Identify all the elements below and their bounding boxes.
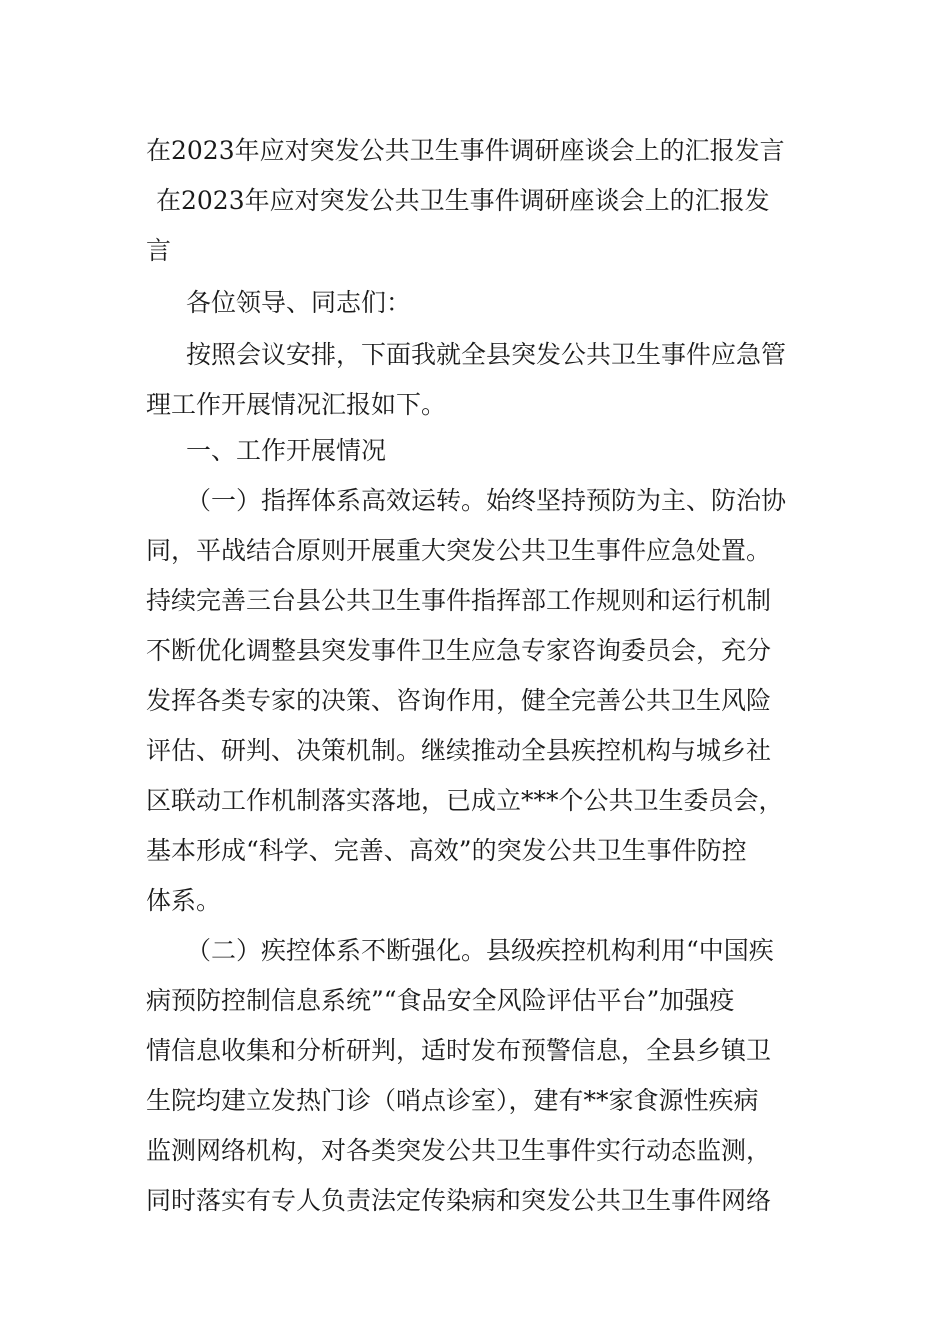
intro-line-1: 按照会议安排，下面我就全县突发公共卫生事件应急管 <box>186 340 787 369</box>
paragraph-2-line: 监测网络机构，对各类突发公共卫生事件实行动态监测， <box>146 1136 772 1165</box>
paragraph-2-line: 同时落实有专人负责法定传染病和突发公共卫生事件网络 <box>146 1186 772 1215</box>
document-title: 在2023年应对突发公共卫生事件调研座谈会上的汇报发言 <box>146 136 785 165</box>
paragraph-2-line: （二）疾控体系不断强化。县级疾控机构利用“中国疾 <box>186 936 774 965</box>
paragraph-1-line: 体系。 <box>146 886 222 915</box>
paragraph-1-line: 不断优化调整县突发事件卫生应急专家咨询委员会，充分 <box>146 636 772 665</box>
paragraph-1-line: 发挥各类专家的决策、咨询作用，健全完善公共卫生风险 <box>146 686 772 715</box>
greeting: 各位领导、同志们： <box>186 288 412 317</box>
paragraph-1-line: 评估、研判、决策机制。继续推动全县疾控机构与城乡社 <box>146 736 772 765</box>
document-subtitle-line-2: 言 <box>146 236 172 265</box>
paragraph-1-line: 同，平战结合原则开展重大突发公共卫生事件应急处置。 <box>146 536 772 565</box>
paragraph-1-line: 区联动工作机制落实落地，已成立***个公共卫生委员会， <box>146 786 784 815</box>
paragraph-2-line: 生院均建立发热门诊（哨点诊室），建有**家食源性疾病 <box>146 1086 759 1115</box>
paragraph-2-line: 情信息收集和分析研判，适时发布预警信息，全县乡镇卫 <box>146 1036 772 1065</box>
paragraph-1-line: （一）指挥体系高效运转。始终坚持预防为主、防治协 <box>186 486 787 515</box>
section-heading-1: 一、工作开展情况 <box>186 436 387 465</box>
intro-line-2: 理工作开展情况汇报如下。 <box>146 390 447 419</box>
document-subtitle-line-1: 在2023年应对突发公共卫生事件调研座谈会上的汇报发 <box>156 186 770 215</box>
paragraph-1-line: 持续完善三台县公共卫生事件指挥部工作规则和运行机制 <box>146 586 772 615</box>
paragraph-2-line: 病预防控制信息系统”“食品安全风险评估平台”加强疫 <box>146 986 735 1015</box>
paragraph-1-line: 基本形成“科学、完善、高效”的突发公共卫生事件防控 <box>146 836 747 865</box>
